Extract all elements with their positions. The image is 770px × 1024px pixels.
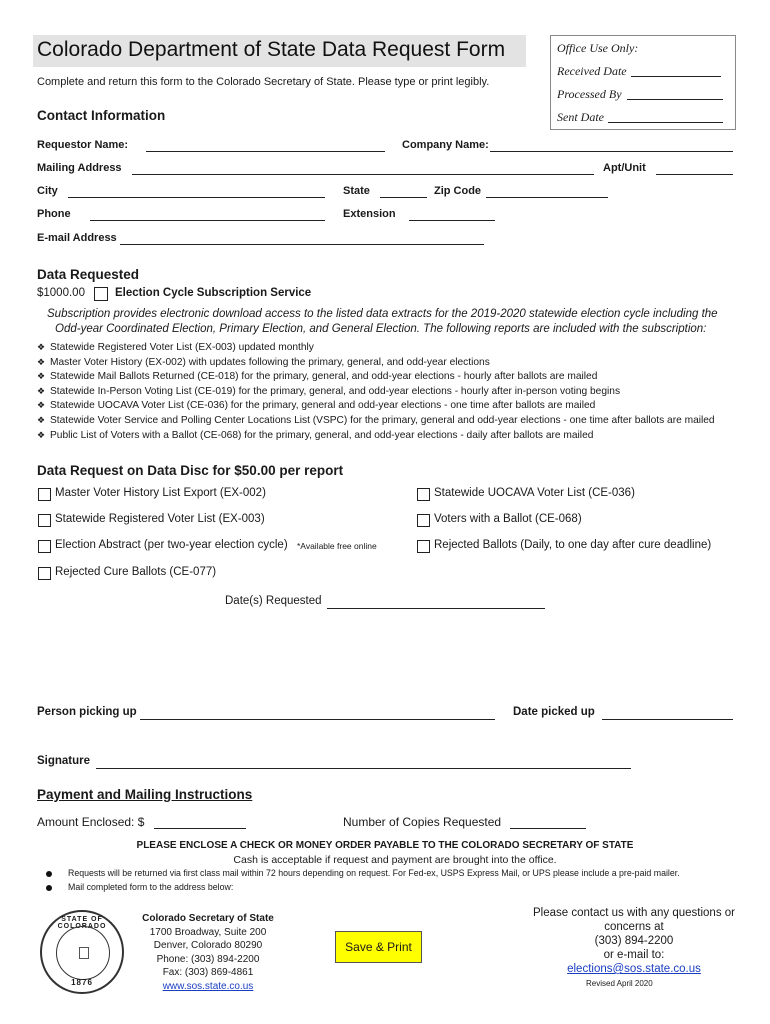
signature-field[interactable] (96, 768, 631, 769)
address-city: Denver, Colorado 80290 (153, 940, 263, 951)
city-label: City (37, 185, 58, 197)
bullet-icon (46, 871, 52, 877)
copies-label: Number of Copies Requested (343, 815, 502, 829)
list-item: ❖ Statewide Registered Voter List (EX-003) updated monthly (37, 342, 314, 353)
diamond-bullet-icon: ❖ (37, 356, 46, 367)
email-label: E-mail Address (37, 232, 117, 244)
office-use-heading: Office Use Only: (557, 41, 639, 55)
dates-requested-label: Date(s) Requested (225, 595, 322, 607)
bullet-icon (46, 885, 52, 891)
diamond-bullet-icon: ❖ (37, 371, 46, 382)
rejected-ballots-label: Rejected Ballots (Daily, to one day after cure deadline) (434, 539, 712, 551)
amount-enclosed-field[interactable] (154, 828, 246, 829)
office-use-box (550, 35, 736, 130)
subscription-description-1: Subscription provides electronic download access to the listed data extracts for the 2019-2020 statewide election cycle including the (47, 308, 718, 320)
revision-date: Revised April 2020 (586, 979, 653, 988)
processed-by-line[interactable] (627, 99, 723, 100)
apt-field[interactable] (656, 174, 733, 175)
sent-date-label: Sent Date (557, 110, 604, 124)
sent-date-line[interactable] (608, 122, 723, 123)
received-date-label: Received Date (557, 64, 627, 78)
ce077-label: Rejected Cure Ballots (CE-077) (55, 566, 217, 578)
requestor-field[interactable] (146, 151, 385, 152)
ex003-checkbox[interactable] (38, 514, 51, 527)
zip-label: Zip Code (434, 185, 482, 197)
election-abstract-checkbox[interactable] (38, 540, 51, 553)
contact-email-link[interactable]: elections@sos.state.co.us (567, 963, 701, 975)
ex002-checkbox[interactable] (38, 488, 51, 501)
mailing-address-block (138, 912, 278, 993)
ce036-checkbox[interactable] (417, 488, 430, 501)
save-print-button[interactable]: Save & Print (335, 931, 422, 963)
ce077-checkbox[interactable] (38, 567, 51, 580)
election-abstract-label: Election Abstract (per two-year election cycle) (55, 539, 288, 551)
subscription-checkbox[interactable] (94, 287, 108, 301)
dates-requested-field[interactable] (327, 608, 545, 609)
phone-label: Phone (37, 208, 71, 220)
ex002-label: Master Voter History List Export (EX-002) (55, 487, 266, 499)
state-seal-icon: STATE OF COLORADO 1876 (40, 910, 124, 994)
list-item: ❖ Statewide Voter Service and Polling Center Locations List (VSPC) for the primary, general and odd-year elections - one time after ballots are mailed (37, 414, 715, 426)
cash-note: Cash is acceptable if request and payment are brought into the office. (233, 854, 557, 866)
page-title: Colorado Department of State Data Request Form (37, 38, 506, 61)
diamond-bullet-icon: ❖ (37, 385, 46, 396)
state-field[interactable] (380, 197, 427, 198)
person-picking-up-label: Person picking up (37, 706, 137, 718)
list-item: ❖ Statewide UOCAVA Voter List (CE-036) for the primary, general and odd-year elections - one time after ballots are mailed (37, 400, 596, 412)
diamond-bullet-icon: ❖ (37, 414, 46, 425)
email-field[interactable] (120, 244, 484, 245)
mailing-label: Mailing Address (37, 162, 122, 174)
copies-field[interactable] (510, 828, 586, 829)
list-item: Requests will be returned via first class mail within 72 hours depending on request. For Fed-ex, USPS Express Mail, or UPS please include a pre-paid mailer. (46, 868, 680, 878)
subscription-price: $1000.00 (37, 287, 85, 299)
subscription-list (37, 342, 715, 444)
list-item: ❖ Master Voter History (EX-002) with updates following the primary, general, and odd-year elections (37, 356, 490, 368)
city-field[interactable] (68, 197, 325, 198)
apt-label: Apt/Unit (603, 162, 646, 174)
ce068-checkbox[interactable] (417, 514, 430, 527)
signature-label: Signature (37, 755, 91, 767)
data-requested-heading: Data Requested (37, 267, 140, 282)
contact-line-1: Please contact us with any questions or (532, 907, 735, 919)
date-picked-up-field[interactable] (602, 719, 733, 720)
amount-enclosed-label: Amount Enclosed: $ (37, 815, 145, 829)
abstract-note: *Available free online (297, 541, 377, 551)
rejected-ballots-checkbox[interactable] (417, 540, 430, 553)
processed-by-label: Processed By (557, 87, 622, 101)
address-street: 1700 Broadway, Suite 200 (149, 926, 267, 938)
phone-field[interactable] (90, 220, 325, 221)
company-field[interactable] (490, 151, 733, 152)
contact-info-heading: Contact Information (37, 108, 166, 123)
ce068-label: Voters with a Ballot (CE-068) (434, 513, 582, 525)
mailing-field[interactable] (132, 174, 594, 175)
contact-line-2: concerns at (604, 921, 664, 933)
list-item: ❖ Statewide Mail Ballots Returned (CE-018) for the primary, general, and odd-year elections - hourly after ballots are mailed (37, 371, 598, 383)
contact-box (526, 906, 742, 976)
diamond-bullet-icon: ❖ (37, 429, 46, 440)
contact-line-3: or e-mail to: (603, 949, 665, 961)
requestor-label: Requestor Name: (37, 139, 129, 151)
ex003-label: Statewide Registered Voter List (EX-003) (55, 513, 265, 525)
list-item: Mail completed form to the address below: (46, 882, 233, 892)
subscription-service-label: Election Cycle Subscription Service (115, 287, 312, 299)
address-fax: Fax: (303) 869-4861 (162, 967, 254, 978)
office-name: Colorado Secretary of State (142, 913, 274, 924)
list-item: ❖ Public List of Voters with a Ballot (CE-068) for the primary, general, and odd-year elections - daily after ballots are mailed (37, 429, 594, 441)
subscription-description-2: Odd-year Coordinated Election, Primary Election, and General Election. The following reports are included with the subscription: (55, 323, 707, 335)
person-picking-up-field[interactable] (140, 719, 495, 720)
payment-heading: Payment and Mailing Instructions (37, 787, 253, 802)
received-date-line[interactable] (631, 76, 721, 77)
payment-notice: PLEASE ENCLOSE A CHECK OR MONEY ORDER PAYABLE TO THE COLORADO SECRETARY OF STATE (136, 840, 634, 851)
state-label: State (343, 185, 370, 197)
company-label: Company Name: (402, 139, 489, 151)
contact-phone: (303) 894-2200 (594, 935, 674, 947)
extension-field[interactable] (409, 220, 495, 221)
list-item: ❖ Statewide In-Person Voting List (CE-019) for the primary, general, and odd-year elections - hourly after in-person voting begins (37, 385, 621, 397)
address-phone: Phone: (303) 894-2200 (156, 953, 260, 965)
website-link[interactable]: www.sos.state.co.us (162, 980, 254, 992)
form-instructions: Complete and return this form to the Colorado Secretary of State. Please type or print legibly. (37, 76, 490, 88)
diamond-bullet-icon: ❖ (37, 342, 46, 352)
ce036-label: Statewide UOCAVA Voter List (CE-036) (434, 487, 635, 499)
diamond-bullet-icon: ❖ (37, 400, 46, 411)
extension-label: Extension (343, 208, 396, 220)
date-picked-up-label: Date picked up (513, 706, 595, 718)
zip-field[interactable] (486, 197, 608, 198)
disc-heading: Data Request on Data Disc for $50.00 per report (37, 463, 344, 478)
